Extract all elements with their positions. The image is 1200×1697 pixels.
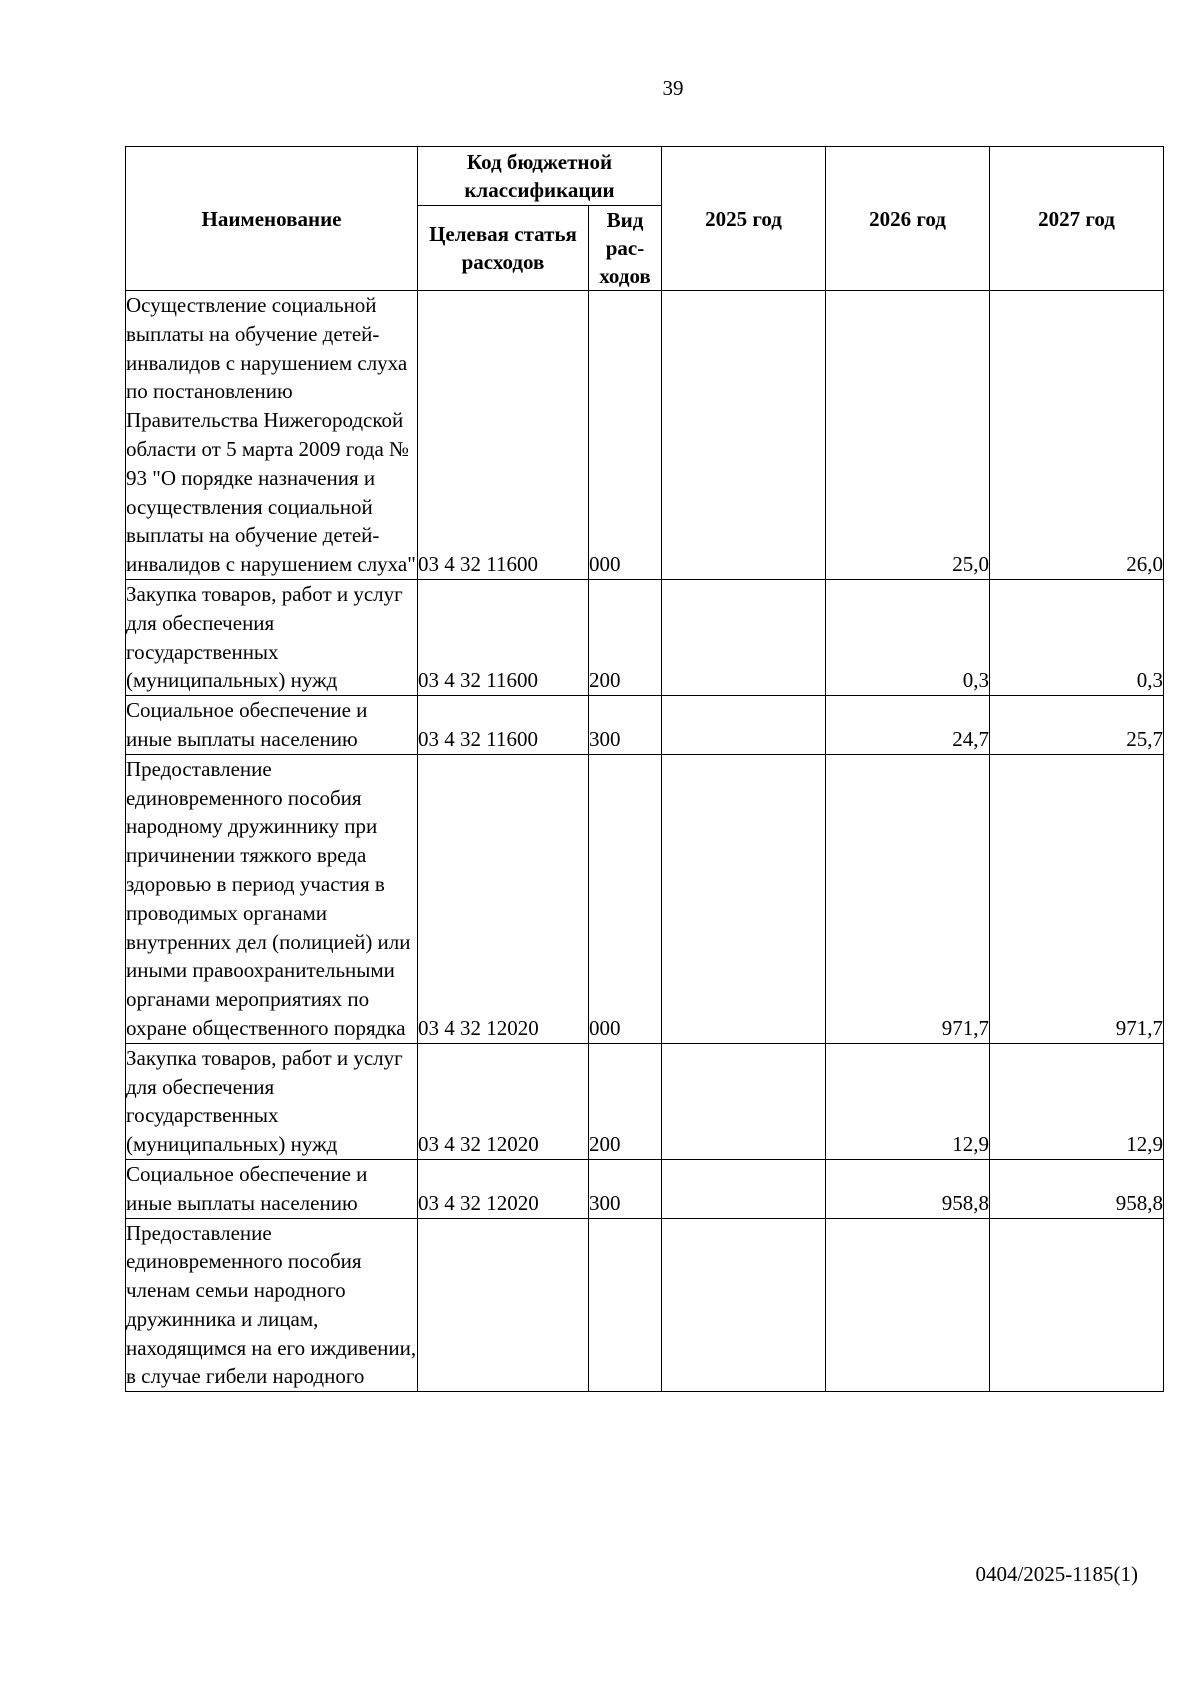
table-row xyxy=(126,1218,1164,1392)
header-2025: 2025 год xyxy=(662,147,826,291)
table-row xyxy=(126,754,1164,1043)
table-row xyxy=(126,1043,1164,1159)
cell-y2026: 0,3 xyxy=(826,579,990,695)
cell-kind: 300 xyxy=(589,1159,662,1218)
cell-y2025 xyxy=(662,754,826,1043)
cell-target: 03 4 32 12020 xyxy=(418,754,589,1043)
cell-y2026: 958,8 xyxy=(826,1159,990,1218)
cell-y2027: 958,8 xyxy=(990,1159,1164,1218)
cell-kind: 000 xyxy=(589,291,662,580)
cell-y2026: 25,0 xyxy=(826,291,990,580)
table-row xyxy=(126,291,1164,580)
cell-target: 03 4 32 11600 xyxy=(418,696,589,755)
cell-name: Социальное обеспечение и иные выплаты населению xyxy=(126,696,418,755)
cell-y2025 xyxy=(662,1218,826,1392)
cell-y2026: 24,7 xyxy=(826,696,990,755)
table-row xyxy=(126,696,1164,755)
cell-y2027 xyxy=(990,1218,1164,1392)
header-2026: 2026 год xyxy=(826,147,990,291)
cell-kind xyxy=(589,1218,662,1392)
cell-kind: 000 xyxy=(589,754,662,1043)
cell-kind: 300 xyxy=(589,696,662,755)
cell-y2025 xyxy=(662,1159,826,1218)
cell-name: Закупка товаров, работ и услуг для обеспечения государственных (муниципальных) нужд xyxy=(126,579,418,695)
cell-y2025 xyxy=(662,696,826,755)
cell-name: Предоставление единовременного пособия народному дружиннику при причинении тяжкого вреда здоровью в период участия в проводимых органами внутренних дел (полицией) или иными правоохранительными органами мероприятиях по охране общественного порядка xyxy=(126,754,418,1043)
cell-name: Предоставление единовременного пособия членам семьи народного дружинника и лицам, находящимся на его иждивении, в случае гибели народного xyxy=(126,1218,418,1392)
header-target: Целевая статья расходов xyxy=(418,206,589,291)
cell-kind: 200 xyxy=(589,1043,662,1159)
header-name: Наименование xyxy=(126,147,418,291)
cell-y2027: 0,3 xyxy=(990,579,1164,695)
cell-y2027: 26,0 xyxy=(990,291,1164,580)
header-code-group: Код бюджетной классификации xyxy=(418,147,662,206)
table-row xyxy=(126,1159,1164,1218)
cell-y2026: 12,9 xyxy=(826,1043,990,1159)
cell-y2025 xyxy=(662,1043,826,1159)
document-code: 0404/2025-1185(1) xyxy=(975,1562,1138,1586)
cell-y2025 xyxy=(662,579,826,695)
cell-y2026: 971,7 xyxy=(826,754,990,1043)
header-row xyxy=(126,147,1164,206)
cell-name: Осуществление социальной выплаты на обучение детей-инвалидов с нарушением слуха по постановлению Правительства Нижегородской области от 5 марта 2009 года № 93 "О порядке назначения и осуществления социальной выплаты на обучение детей-инвалидов с нарушением слуха" xyxy=(126,291,418,580)
cell-name: Закупка товаров, работ и услуг для обеспечения государственных (муниципальных) нужд xyxy=(126,1043,418,1159)
cell-kind: 200 xyxy=(589,579,662,695)
cell-target: 03 4 32 11600 xyxy=(418,579,589,695)
cell-y2027: 971,7 xyxy=(990,754,1164,1043)
cell-y2026 xyxy=(826,1218,990,1392)
header-kind: Вид рас-ходов xyxy=(589,206,662,291)
cell-target: 03 4 32 12020 xyxy=(418,1043,589,1159)
cell-target: 03 4 32 11600 xyxy=(418,291,589,580)
cell-target xyxy=(418,1218,589,1392)
cell-y2027: 12,9 xyxy=(990,1043,1164,1159)
cell-name: Социальное обеспечение и иные выплаты населению xyxy=(126,1159,418,1218)
budget-table xyxy=(125,146,1164,1392)
cell-target: 03 4 32 12020 xyxy=(418,1159,589,1218)
page-number: 39 xyxy=(662,76,684,100)
cell-y2025 xyxy=(662,291,826,580)
table-row xyxy=(126,579,1164,695)
header-2027: 2027 год xyxy=(990,147,1164,291)
cell-y2027: 25,7 xyxy=(990,696,1164,755)
